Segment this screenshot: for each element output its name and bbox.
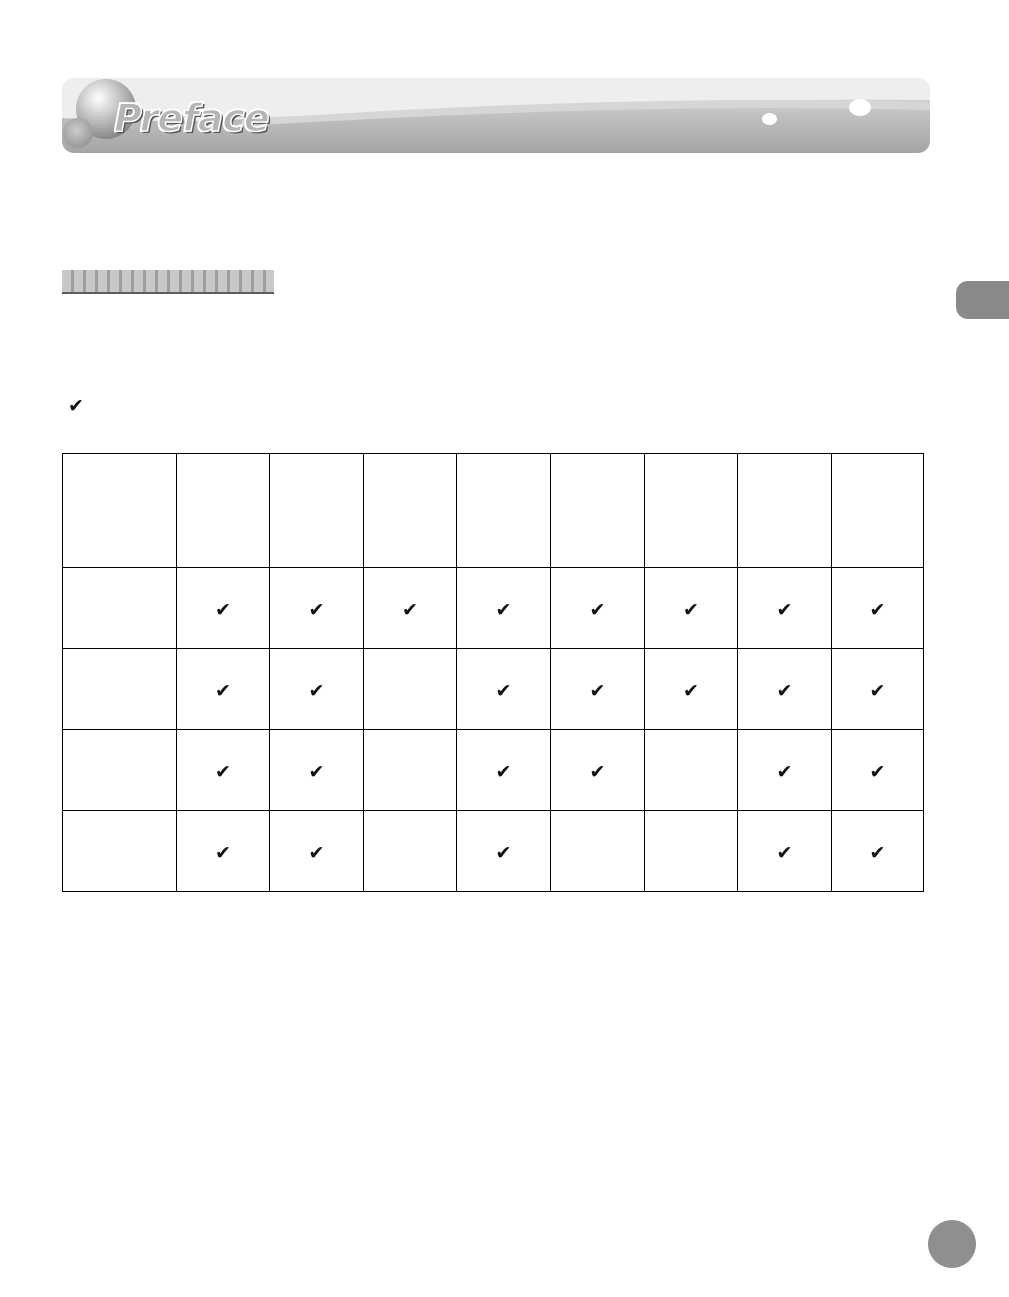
table-cell bbox=[551, 730, 645, 811]
table-cell bbox=[738, 568, 832, 649]
check-mark: ✔ bbox=[589, 680, 606, 702]
banner-dot-icon bbox=[762, 113, 777, 125]
check-mark: ✔ bbox=[308, 680, 325, 702]
check-mark: ✔ bbox=[776, 842, 793, 864]
table-header-row bbox=[63, 454, 924, 568]
table-cell bbox=[270, 730, 364, 811]
check-mark: ✔ bbox=[215, 680, 231, 702]
table-header-cell bbox=[63, 454, 177, 568]
table-header-cell bbox=[738, 454, 832, 568]
table-cell bbox=[364, 649, 457, 730]
table-cell bbox=[738, 811, 832, 892]
table-cell bbox=[177, 649, 270, 730]
table-row bbox=[63, 568, 924, 649]
check-mark: ✔ bbox=[495, 842, 512, 864]
page-number-badge bbox=[928, 1220, 976, 1268]
table-cell bbox=[551, 649, 645, 730]
check-mark: ✔ bbox=[308, 761, 325, 783]
table-cell bbox=[645, 730, 738, 811]
check-mark: ✔ bbox=[776, 761, 793, 783]
table-cell bbox=[832, 568, 924, 649]
chapter-side-tab bbox=[956, 281, 1009, 319]
table-cell bbox=[645, 811, 738, 892]
table-cell bbox=[364, 568, 457, 649]
row-label bbox=[63, 568, 177, 649]
table-header-cell bbox=[551, 454, 645, 568]
check-mark: ✔ bbox=[495, 761, 512, 783]
table-cell bbox=[177, 811, 270, 892]
table-header-cell bbox=[364, 454, 457, 568]
check-mark: ✔ bbox=[869, 761, 886, 783]
row-label bbox=[63, 649, 177, 730]
check-mark: ✔ bbox=[683, 680, 699, 702]
section-heading-bar bbox=[62, 270, 274, 294]
banner-dot-icon bbox=[849, 99, 871, 116]
check-mark: ✔ bbox=[869, 680, 886, 702]
table-cell bbox=[645, 649, 738, 730]
table-cell bbox=[457, 649, 551, 730]
row-label bbox=[63, 730, 177, 811]
table-cell bbox=[270, 811, 364, 892]
check-mark: ✔ bbox=[402, 599, 418, 621]
row-label bbox=[63, 811, 177, 892]
table-row bbox=[63, 811, 924, 892]
table-row bbox=[63, 730, 924, 811]
table-cell bbox=[364, 811, 457, 892]
table-cell bbox=[738, 730, 832, 811]
table-cell bbox=[177, 568, 270, 649]
check-mark: ✔ bbox=[215, 842, 231, 864]
table-cell bbox=[645, 568, 738, 649]
table-cell bbox=[364, 730, 457, 811]
check-mark: ✔ bbox=[589, 599, 606, 621]
table-cell bbox=[832, 811, 924, 892]
banner-small-sphere-icon bbox=[63, 118, 93, 148]
table-row bbox=[63, 649, 924, 730]
check-mark: ✔ bbox=[495, 680, 512, 702]
check-mark: ✔ bbox=[776, 680, 793, 702]
table-cell bbox=[832, 649, 924, 730]
table-cell bbox=[832, 730, 924, 811]
check-mark: ✔ bbox=[308, 599, 325, 621]
table-cell bbox=[738, 649, 832, 730]
check-mark: ✔ bbox=[495, 599, 512, 621]
feature-table bbox=[62, 453, 924, 892]
legend-check-icon: ✔ bbox=[68, 395, 84, 417]
check-mark: ✔ bbox=[776, 599, 793, 621]
check-mark: ✔ bbox=[308, 842, 325, 864]
table-header-cell bbox=[270, 454, 364, 568]
check-mark: ✔ bbox=[215, 599, 231, 621]
table-cell bbox=[270, 649, 364, 730]
check-mark: ✔ bbox=[869, 599, 886, 621]
table-header-cell bbox=[177, 454, 270, 568]
check-mark: ✔ bbox=[683, 599, 699, 621]
check-mark: ✔ bbox=[589, 761, 606, 783]
table-cell bbox=[457, 730, 551, 811]
table-header-cell bbox=[457, 454, 551, 568]
table-header-cell bbox=[645, 454, 738, 568]
table-header-cell bbox=[832, 454, 924, 568]
table-cell bbox=[551, 811, 645, 892]
table-cell bbox=[457, 568, 551, 649]
check-mark: ✔ bbox=[869, 842, 886, 864]
table-cell bbox=[551, 568, 645, 649]
table-cell bbox=[457, 811, 551, 892]
table-cell bbox=[177, 730, 270, 811]
page-title: Preface bbox=[114, 96, 269, 140]
check-mark: ✔ bbox=[215, 761, 231, 783]
table-cell bbox=[270, 568, 364, 649]
